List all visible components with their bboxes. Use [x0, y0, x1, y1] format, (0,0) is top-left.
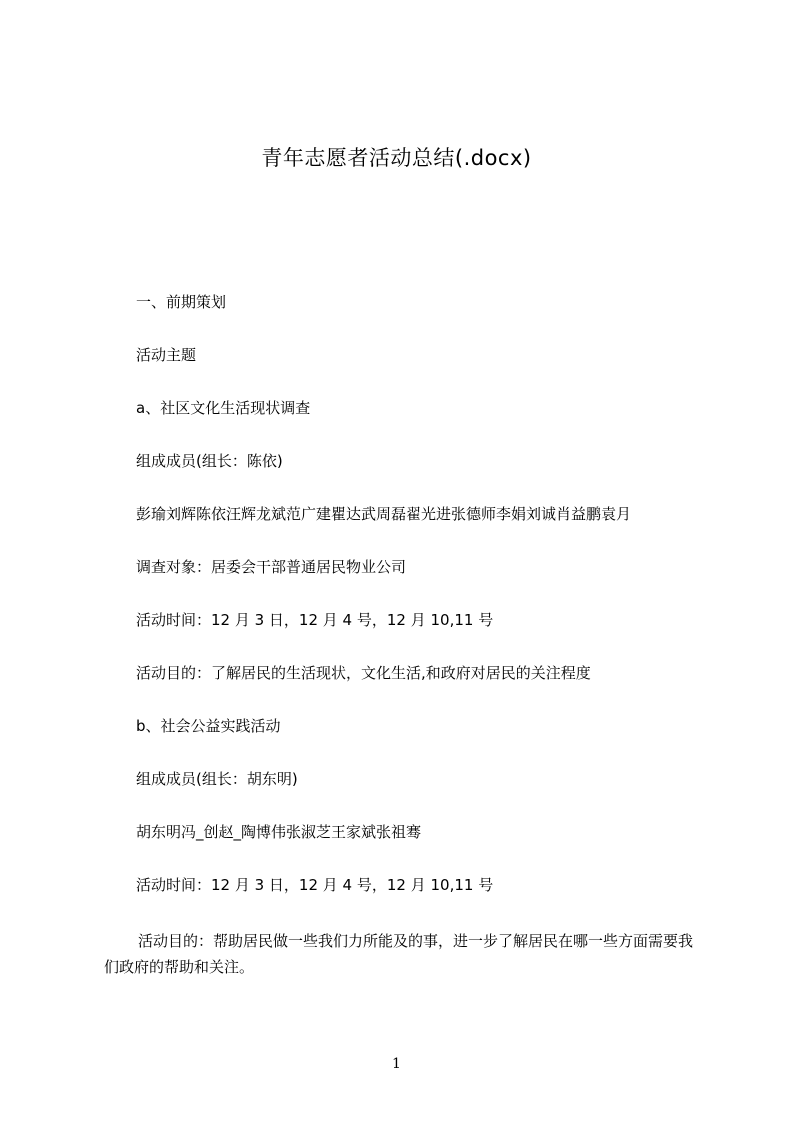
activity-time-a: 活动时间：12 月 3 日，12 月 4 号，12 月 10,11 号: [136, 611, 494, 629]
section-heading-planning: 一、前期策划: [136, 293, 227, 311]
activity-time-b: 活动时间：12 月 3 日，12 月 4 号，12 月 10,11 号: [136, 876, 494, 894]
activity-purpose-a: 活动目的：了解居民的生活现状，文化生活,和政府对居民的关注程度: [136, 664, 591, 682]
group-members-b-names: 胡东明冯_创赵_陶博伟张淑芝王家斌张祖骞: [136, 823, 422, 841]
activity-purpose-b: 活动目的：帮助居民做一些我们力所能及的事，进一步了解居民在哪一些方面需要我们政府的帮助和关注。: [104, 932, 694, 976]
group-members-a-names: 彭瑜刘辉陈依汪辉龙斌范广建瞿达武周磊翟光进张德师李娟刘诚肖益鹏袁月: [136, 505, 632, 523]
group-members-a-label: 组成成员(组长：陈依): [136, 452, 283, 470]
subsection-a-heading: a、社区文化生活现状调查: [136, 399, 311, 417]
activity-theme-label: 活动主题: [136, 346, 197, 364]
group-members-b-label: 组成成员(组长：胡东明): [136, 770, 298, 788]
document-title: 青年志愿者活动总结(.docx): [261, 146, 532, 170]
subsection-b-heading: b、社会公益实践活动: [136, 717, 281, 735]
survey-subjects: 调查对象：居委会干部普通居民物业公司: [136, 558, 407, 576]
page-number: 1: [392, 1056, 401, 1072]
